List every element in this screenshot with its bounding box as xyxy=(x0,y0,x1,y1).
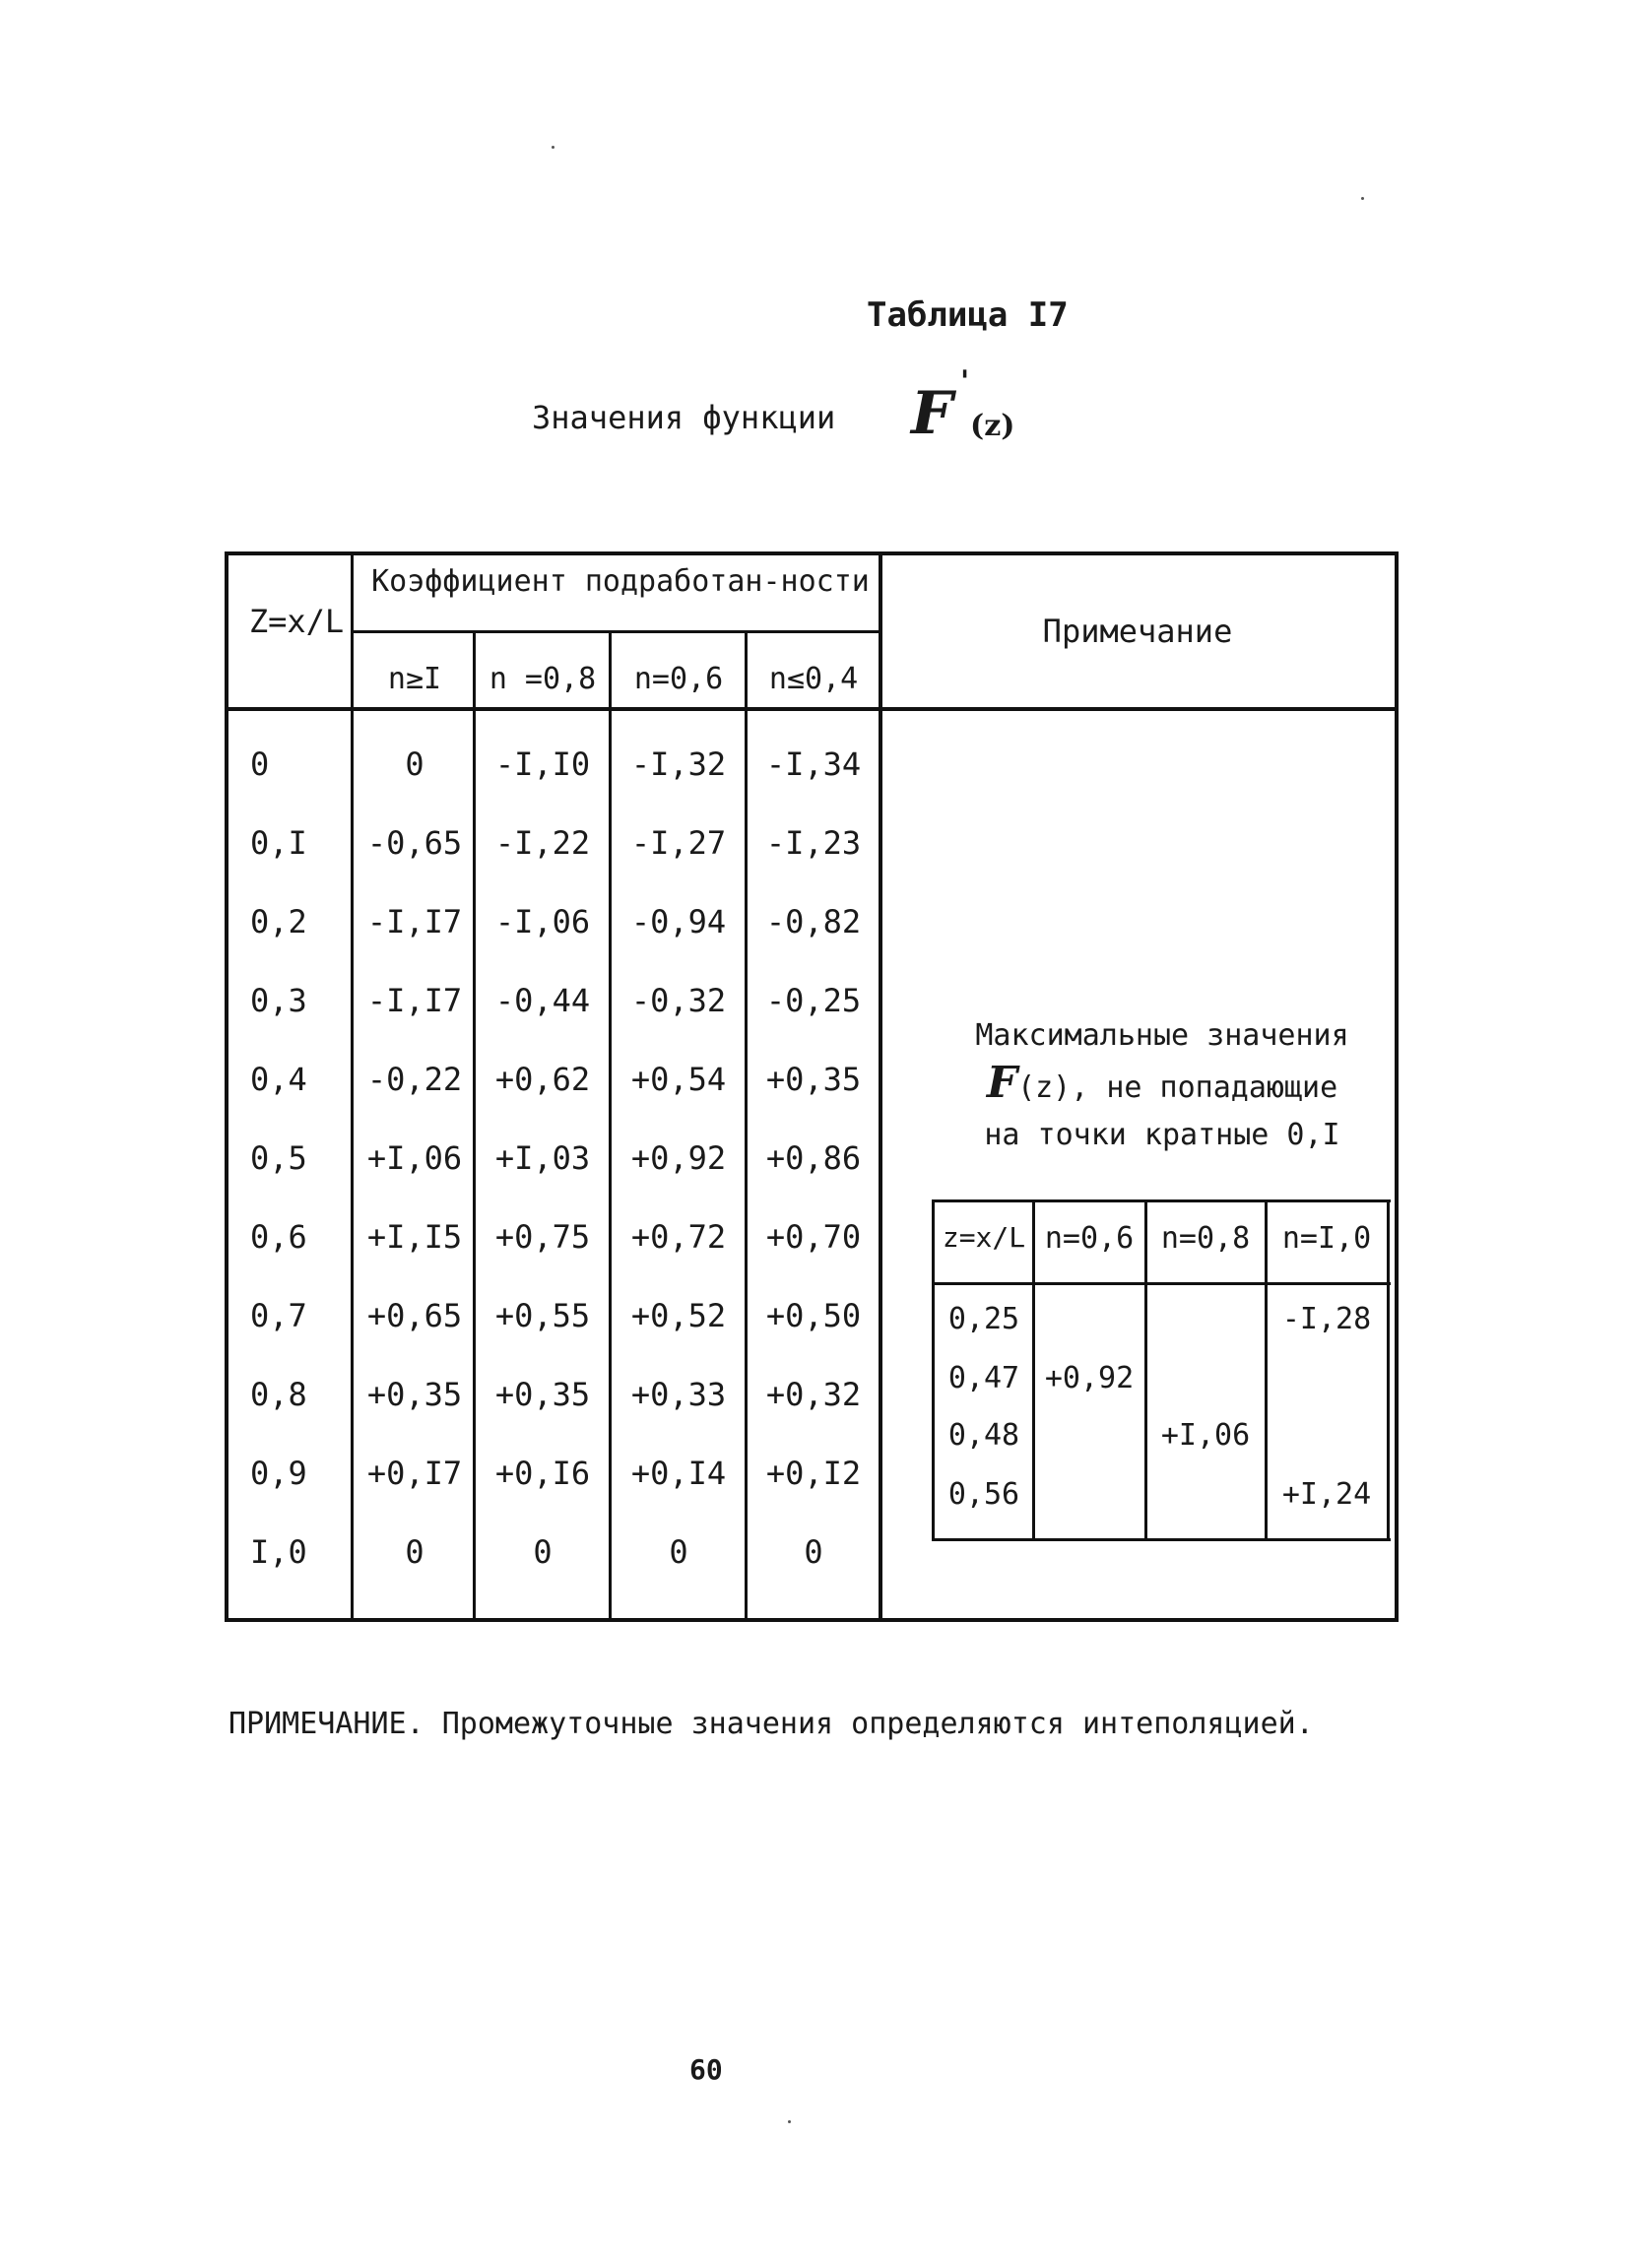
sub-n-0-8-value: +I,06 xyxy=(1160,1418,1251,1453)
row-cell-value: +0,86 xyxy=(765,1139,862,1177)
sub-n-1-0-value: -I,28 xyxy=(1281,1302,1372,1336)
row-cell-value: +0,50 xyxy=(765,1297,862,1334)
sub-z-value: 0,56 xyxy=(947,1477,1020,1512)
sub-n-1-0-value: +I,24 xyxy=(1281,1477,1372,1512)
row-cell-value: +0,I6 xyxy=(494,1455,591,1492)
row-cell-value: +0,33 xyxy=(630,1376,727,1413)
function-caption: Значения функции xyxy=(532,399,836,436)
row-cell-value: -0,65 xyxy=(366,824,463,862)
function-prime: ' xyxy=(960,364,970,399)
row-cell-value: -0,25 xyxy=(765,982,862,1019)
sub-n-0-6-value: +0,92 xyxy=(1044,1361,1135,1395)
row-z-value: 0 xyxy=(250,745,270,783)
row-z-value: 0,6 xyxy=(250,1218,307,1256)
row-cell-value: 0 xyxy=(669,1533,688,1571)
row-z-value: I,0 xyxy=(250,1533,307,1571)
row-cell-value: -I,I0 xyxy=(494,745,591,783)
row-z-value: 0,4 xyxy=(250,1061,307,1098)
row-cell-value: +0,32 xyxy=(765,1376,862,1413)
row-z-value: 0,2 xyxy=(250,903,307,940)
row-cell-value: -I,22 xyxy=(494,824,591,862)
row-cell-value: -0,22 xyxy=(366,1061,463,1098)
sub-z-value: 0,47 xyxy=(947,1361,1020,1395)
row-z-value: 0,5 xyxy=(250,1139,307,1177)
row-cell-value: -0,32 xyxy=(630,982,727,1019)
row-cell-value: +I,03 xyxy=(494,1139,591,1177)
sub-header-n-0-8: n=0,8 xyxy=(1160,1221,1251,1256)
sub-z-value: 0,25 xyxy=(947,1302,1020,1336)
row-cell-value: -0,82 xyxy=(765,903,862,940)
header-n-ge-1: n≥I xyxy=(387,662,442,696)
row-cell-value: +0,65 xyxy=(366,1297,463,1334)
row-cell-value: +0,35 xyxy=(494,1376,591,1413)
row-cell-value: -I,32 xyxy=(630,745,727,783)
row-cell-value: +0,35 xyxy=(366,1376,463,1413)
row-cell-value: -I,23 xyxy=(765,824,862,862)
scan-speck xyxy=(552,146,554,149)
row-z-value: 0,7 xyxy=(250,1297,307,1334)
row-cell-value: +0,70 xyxy=(765,1218,862,1256)
header-n-0-6: n=0,6 xyxy=(633,662,724,696)
row-cell-value: +0,62 xyxy=(494,1061,591,1098)
row-cell-value: +I,06 xyxy=(366,1139,463,1177)
note-line-1: Максимальные значения xyxy=(975,1018,1349,1053)
header-note: Примечание xyxy=(1042,613,1233,650)
row-cell-value: 0 xyxy=(533,1533,553,1571)
header-z: Z=x/L xyxy=(248,603,345,640)
row-cell-value: +0,I4 xyxy=(630,1455,727,1492)
header-n-0-8: n =0,8 xyxy=(489,662,597,696)
function-argument: (z) xyxy=(970,409,1015,443)
row-z-value: 0,9 xyxy=(250,1455,307,1492)
sub-header-n-0-6: n=0,6 xyxy=(1044,1221,1135,1256)
sub-header-z: z=x/L xyxy=(942,1221,1026,1254)
row-cell-value: +0,I2 xyxy=(765,1455,862,1492)
row-cell-value: +0,54 xyxy=(630,1061,727,1098)
row-cell-value: -I,I7 xyxy=(366,982,463,1019)
row-cell-value: 0 xyxy=(405,1533,424,1571)
sub-z-value: 0,48 xyxy=(947,1418,1020,1453)
row-cell-value: -0,94 xyxy=(630,903,727,940)
note-function-symbol: F xyxy=(986,1058,1018,1108)
page-number: 60 xyxy=(689,2053,723,2086)
row-cell-value: 0 xyxy=(405,745,424,783)
row-z-value: 0,8 xyxy=(250,1376,307,1413)
scan-speck xyxy=(1361,197,1364,200)
row-cell-value: -0,44 xyxy=(494,982,591,1019)
row-cell-value: +0,52 xyxy=(630,1297,727,1334)
row-cell-value: +0,92 xyxy=(630,1139,727,1177)
row-cell-value: +0,55 xyxy=(494,1297,591,1334)
row-cell-value: -I,34 xyxy=(765,745,862,783)
row-cell-value: 0 xyxy=(804,1533,823,1571)
note-block xyxy=(945,1012,1379,1159)
scan-speck xyxy=(788,2120,791,2123)
row-cell-value: +0,I7 xyxy=(366,1455,463,1492)
note-line-2-text: (z), не попадающие xyxy=(1017,1070,1338,1105)
row-cell-value: +0,72 xyxy=(630,1218,727,1256)
sub-header-n-1-0: n=I,0 xyxy=(1281,1221,1372,1256)
row-cell-value: -I,I7 xyxy=(366,903,463,940)
header-n-le-0-4: n≤0,4 xyxy=(768,662,859,696)
function-symbol: F xyxy=(911,379,953,448)
row-cell-value: +0,75 xyxy=(494,1218,591,1256)
note-line-2 xyxy=(945,1060,1379,1112)
row-cell-value: -I,06 xyxy=(494,903,591,940)
row-cell-value: -I,27 xyxy=(630,824,727,862)
row-z-value: 0,3 xyxy=(250,982,307,1019)
footnote: ПРИМЕЧАНИЕ. Промежуточные значения определяются интеполяцией. xyxy=(228,1707,1314,1741)
row-cell-value: +0,35 xyxy=(765,1061,862,1098)
row-cell-value: +I,I5 xyxy=(366,1218,463,1256)
note-line-3: на точки кратные 0,I xyxy=(984,1118,1340,1152)
header-coefficient: Коэффициент подработан-ности xyxy=(371,564,870,599)
table-label: Таблица I7 xyxy=(867,295,1069,335)
row-z-value: 0,I xyxy=(250,824,307,862)
